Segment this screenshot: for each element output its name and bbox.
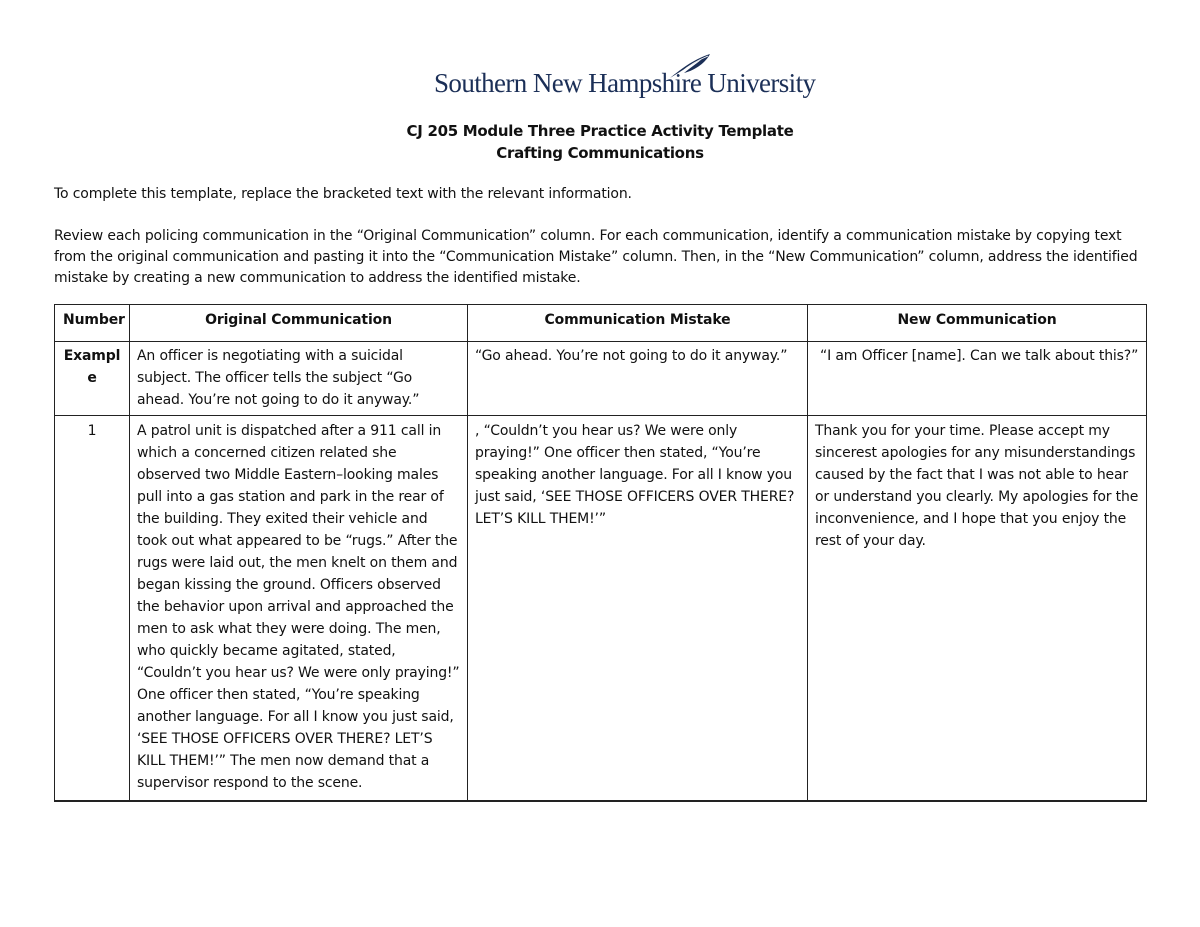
document-subtitle: Crafting Communications [496, 144, 704, 162]
logo-wordmark: Southern New Hampshire University [434, 68, 816, 98]
table-header-row [55, 305, 1147, 342]
communications-table [54, 304, 1146, 802]
leaf-quill-icon [666, 52, 714, 82]
example-original-cell: An officer is negotiating with a suicidal subject. The officer tells the subject “Go ahead. You’re not going to do it anyway.” [130, 342, 468, 416]
example-new-cell: “I am Officer [name]. Can we talk about this?” [808, 342, 1147, 416]
row1-number-cell: 1 [55, 416, 130, 802]
table-row-1 [55, 416, 1147, 802]
instructions-intro: To complete this template, replace the bracketed text with the relevant information. [54, 186, 632, 202]
header-communication-mistake: Communication Mistake [468, 305, 808, 342]
header-original-communication: Original Communication [130, 305, 468, 342]
example-number-cell [55, 342, 130, 416]
instructions-body: Review each policing communication in the “Original Communication” column. For each communication, identify a communication mistake by copying text from the original communication and pasting it into the “Communication Mistake” column. Then, in the “New Communication” column, address the identified mistake by creating a new communication to address the identified mistake. [54, 228, 1138, 286]
row1-original-cell: A patrol unit is dispatched after a 911 call in which a concerned citizen related she observed two Middle Eastern–looking males pull into a gas station and park in the rear of the building. They exited their vehicle and took out what appeared to be “rugs.” After the rugs were laid out, the men knelt on them and began kissing the ground. Officers observed the behavior upon arrival and approached the men to ask what they were doing. The men, who quickly became agitated, stated, “Couldn’t you hear us? We were only praying!” One officer then stated, “You’re speaking another language. For all I know you just said, ‘SEE THOSE OFFICERS OVER THERE? LET’S KILL THEM!’” The men now demand that a supervisor respond to the scene. [130, 416, 468, 802]
row1-mistake-cell[interactable]: , “Couldn’t you hear us? We were only praying!” One officer then stated, “You’re speaking another language. For all I know you just said, ‘SEE THOSE OFFICERS OVER THERE? LET’S KILL THEM!’” [468, 416, 808, 802]
table-row-example [55, 342, 1147, 416]
row1-new-cell[interactable]: Thank you for your time. Please accept my sincerest apologies for any misunderstandings caused by the fact that I was not able to hear or understand you clearly. My apologies for the inconvenience, and I hope that you enjoy the rest of your day. [808, 416, 1147, 802]
example-number-line2: e [87, 370, 97, 386]
university-logo [434, 50, 816, 108]
example-number-line1: Exampl [63, 348, 121, 364]
document-title: CJ 205 Module Three Practice Activity Template [406, 122, 794, 140]
header-new-communication: New Communication [808, 305, 1147, 342]
header-number: Number [55, 305, 130, 342]
example-mistake-cell: “Go ahead. You’re not going to do it anyway.” [468, 342, 808, 416]
